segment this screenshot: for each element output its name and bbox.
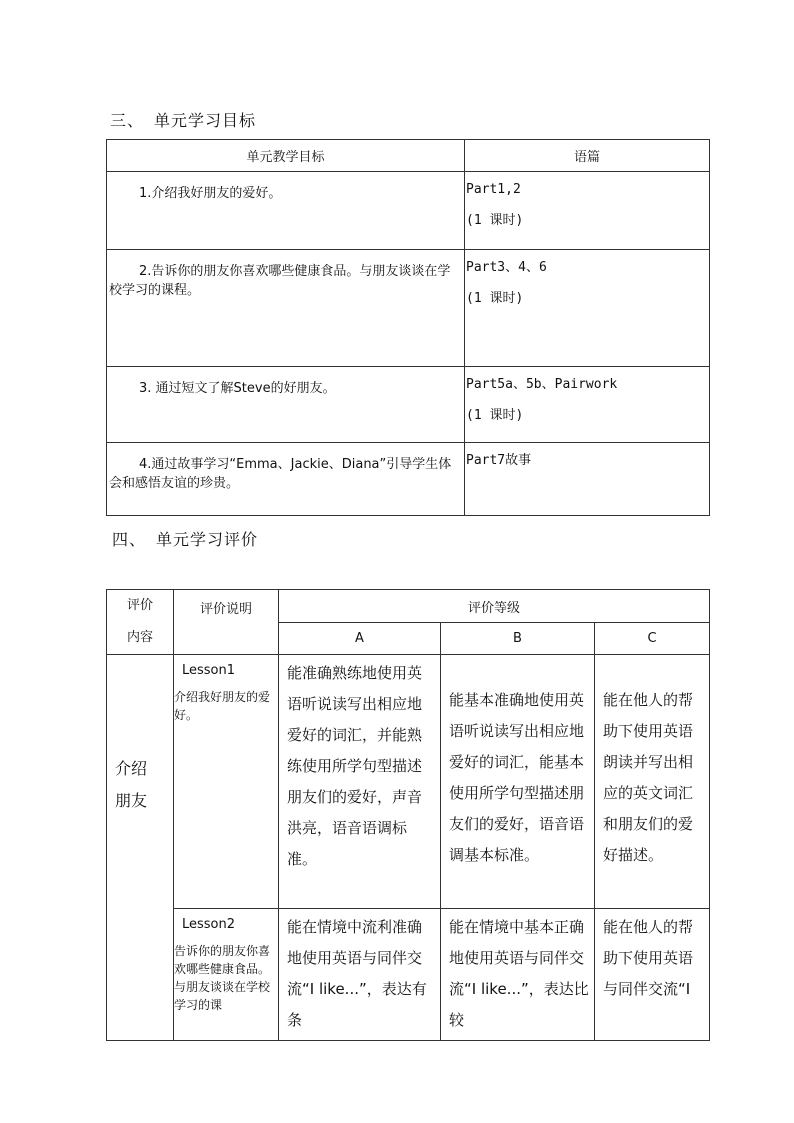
header-content (107, 590, 174, 655)
level-a-cell (279, 655, 441, 909)
section3-title: 单元学习目标 (154, 111, 257, 130)
hours-text: (1 课时) (466, 408, 524, 423)
table-row (107, 909, 710, 1041)
part-cell (465, 443, 710, 516)
goal-cell (107, 367, 465, 443)
category-line2: 朋友 (115, 791, 148, 810)
goal-cell (107, 443, 465, 516)
goal-cell (107, 250, 465, 367)
section4-heading (112, 527, 258, 550)
level-a-text: 能在情境中流利准确地使用英语与同伴交流“I like...”，表达有条 (287, 918, 427, 1029)
goal-text: 2.告诉你的朋友你喜欢哪些健康食品。与朋友谈谈在学校学习的课程。 (109, 264, 451, 298)
header-desc (174, 590, 279, 655)
lesson-name: Lesson1 (182, 663, 236, 678)
lesson-desc: 介绍我好朋友的爱好。 (174, 690, 271, 722)
lesson-desc: 告诉你的朋友你喜欢哪些健康食品。与朋友谈谈在学校学习的课 (174, 944, 271, 1012)
level-c-text: 能在他人的帮助下使用英语与同伴交流“I (603, 918, 694, 998)
table-row (107, 172, 710, 250)
lesson-name: Lesson2 (182, 917, 236, 932)
table-row (107, 367, 710, 443)
header-goal: 单元教学目标 (107, 140, 465, 172)
header-content-line1: 评价 (126, 598, 153, 613)
header-part: 语篇 (465, 140, 710, 172)
header-level-c: C (595, 623, 710, 655)
header-level: 评价等级 (279, 590, 710, 623)
hours-text: (1 课时) (466, 213, 524, 228)
level-a-text: 能准确熟练地使用英语听说读写出相应地爱好的词汇，并能熟练使用所学句型描述朋友们的爱好，声音洪亮，语音语调标准。 (287, 664, 423, 868)
table-row (107, 443, 710, 516)
table-header-row (107, 590, 710, 623)
part-text: Part3、4、6 (466, 260, 547, 275)
part-cell (465, 172, 710, 250)
lesson-cell (174, 909, 279, 1041)
level-a-cell (279, 909, 441, 1041)
part-cell (465, 367, 710, 443)
category-cell (107, 655, 174, 1041)
section3-heading (110, 108, 256, 131)
level-b-text: 能在情境中基本正确地使用英语与同伴交流“I like...”，表达比较 (449, 918, 589, 1029)
table-row (107, 655, 710, 909)
table-row (107, 250, 710, 367)
header-level-b: B (441, 623, 595, 655)
goal-text: 4.通过故事学习“Emma、Jackie、Diana”引导学生体会和感悟友谊的珍贵。 (109, 457, 452, 491)
level-c-text: 能在他人的帮助下使用英语朗读并写出相应的英文词汇和朋友们的爱好描述。 (603, 691, 694, 864)
section4-title: 单元学习评价 (156, 530, 259, 549)
unit-evaluation-table (106, 589, 710, 1041)
section3-number: 三、 (110, 111, 145, 130)
lesson-cell (174, 655, 279, 909)
part-text: Part7故事 (466, 453, 532, 468)
goal-cell (107, 172, 465, 250)
unit-goals-table (106, 139, 710, 516)
level-c-cell (595, 655, 710, 909)
part-text: Part1,2 (466, 182, 521, 197)
goal-text: 3. 通过短文了解Steve的好朋友。 (139, 381, 336, 396)
goal-text: 1.介绍我好朋友的爱好。 (139, 186, 282, 201)
level-b-text: 能基本准确地使用英语听说读写出相应地爱好的词汇，能基本使用所学句型描述朋友们的爱好，语音语调基本标准。 (449, 691, 585, 864)
header-desc-text: 评价说明 (199, 602, 252, 617)
hours-text: (1 课时) (466, 291, 524, 306)
header-content-line2: 内容 (126, 630, 153, 645)
section4-number: 四、 (112, 530, 147, 549)
header-level-a: A (279, 623, 441, 655)
part-cell (465, 250, 710, 367)
level-c-cell (595, 909, 710, 1041)
category-line1: 介绍 (115, 759, 148, 778)
level-b-cell (441, 655, 595, 909)
part-text: Part5a、5b、Pairwork (466, 377, 618, 392)
level-b-cell (441, 909, 595, 1041)
table-header-row (107, 140, 710, 172)
